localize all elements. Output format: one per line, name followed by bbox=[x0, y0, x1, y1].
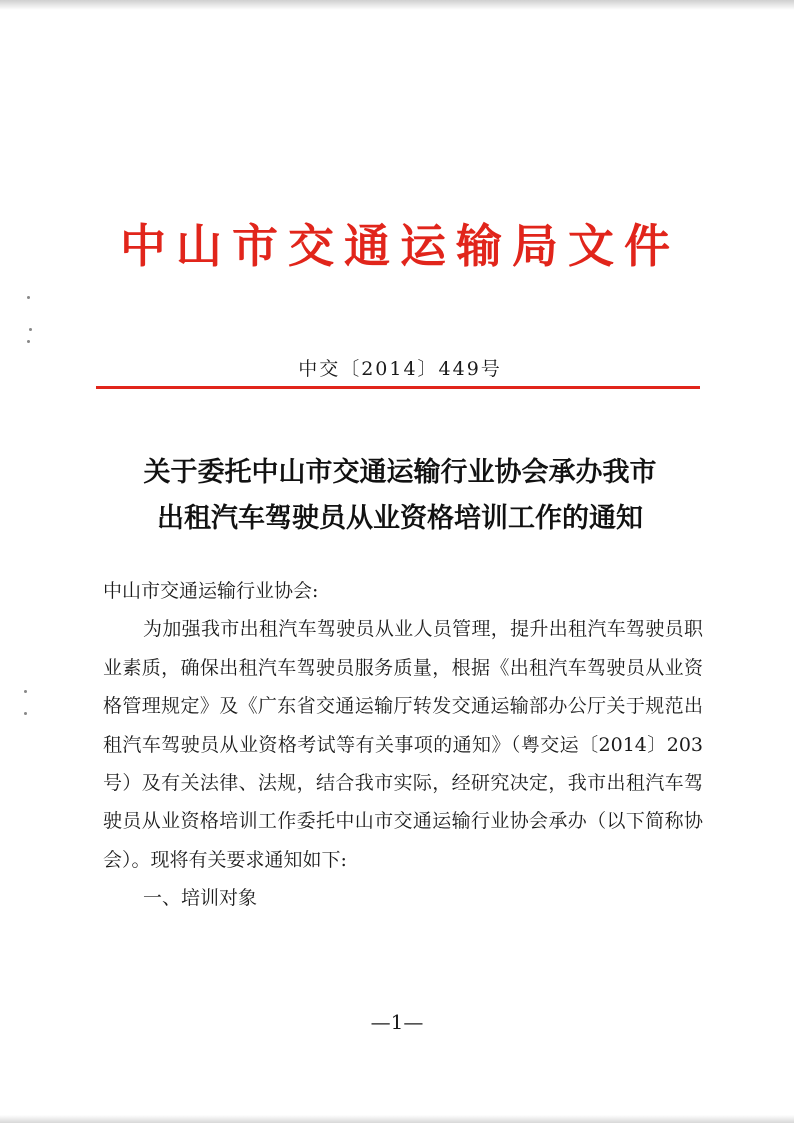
scan-bottom-edge bbox=[0, 1115, 794, 1123]
body-paragraph: 为加强我市出租汽车驾驶员从业人员管理，提升出租汽车驾驶员职业素质，确保出租汽车驾驶员服务质量，根据《出租汽车驾驶员从业资格管理规定》及《广东省交通运输厅转发交通运输部办公厅关于规范出租汽车驾驶员从业资格考试等有关事项的通知》（粤交运〔2014〕203号）及有关法律、法规，结合我市实际，经研究决定，我市出租汽车驾驶员从业资格培训工作委托中山市交通运输行业协会承办（以下简称协会）。现将有关要求通知如下: bbox=[103, 618, 703, 871]
scan-speck bbox=[29, 328, 32, 331]
scan-top-edge bbox=[0, 0, 794, 10]
scan-speck bbox=[27, 340, 30, 343]
notice-title-line-2: 出租汽车驾驶员从业资格培训工作的通知 bbox=[157, 503, 643, 534]
document-number: 中交〔2014〕449号 bbox=[298, 358, 502, 380]
issuing-authority-header: 中山市交通运输局文件 bbox=[120, 219, 680, 273]
section-heading: 一、培训对象 bbox=[143, 887, 258, 910]
page-number: —1— bbox=[370, 1010, 424, 1034]
red-separator-line bbox=[96, 386, 700, 389]
salutation: 中山市交通运输行业协会: bbox=[103, 580, 319, 602]
notice-title-line-1: 关于委托中山市交通运输行业协会承办我市 bbox=[143, 457, 657, 488]
scan-speck bbox=[24, 690, 27, 693]
notice-title bbox=[80, 450, 720, 542]
scan-speck bbox=[27, 296, 30, 299]
notice-body bbox=[103, 572, 703, 918]
scan-speck bbox=[24, 712, 27, 715]
